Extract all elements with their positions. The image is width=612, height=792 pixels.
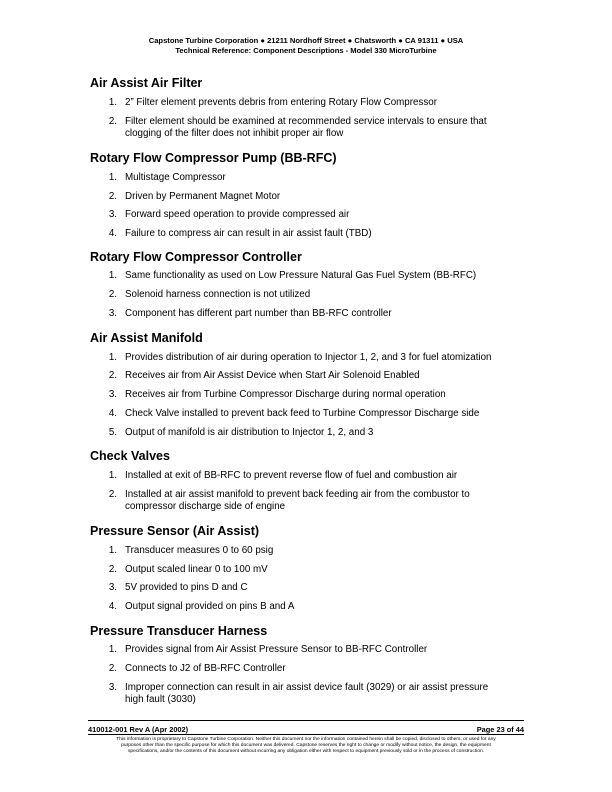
item-number: 2. (108, 116, 117, 127)
header-reference-line: Technical Reference: Component Descriptions - Model 330 MicroTurbine (175, 46, 437, 55)
item-text: Output signal provided on pins B and A (125, 601, 295, 612)
item-number: 1. (108, 644, 117, 655)
item-number: 1. (108, 97, 117, 108)
footer-divider (88, 720, 524, 721)
disclaimer-line: This information is proprietary to Capstone Turbine Corporation. Neither this document nor the information contained herein shall be copied, disclosed to others, or used for any (116, 737, 496, 742)
section-title-rotary-flow-compressor-controller: Rotary Flow Compressor Controller (90, 250, 302, 264)
item-number: 2. (108, 191, 117, 202)
section-title-pressure-transducer-harness: Pressure Transducer Harness (90, 624, 268, 638)
item-number: 4. (108, 228, 117, 239)
item-text: Receives air from Air Assist Device when Start Air Solenoid Enabled (125, 370, 420, 381)
item-text: high fault (3030) (125, 694, 196, 705)
item-number: 1. (108, 470, 117, 481)
item-number: 1. (108, 172, 117, 183)
item-text: Same functionality as used on Low Pressure Natural Gas Fuel System (BB-RFC) (125, 270, 477, 281)
item-text: Installed at air assist manifold to prevent back feeding air from the combustor to (125, 489, 470, 500)
header-company-line: Capstone Turbine Corporation ● 21211 Nordhoff Street ● Chatsworth ● CA 91311 ● USA (148, 36, 464, 45)
item-text: Output of manifold is air distribution to Injector 1, 2, and 3 (125, 427, 374, 438)
footer-page-number: Page 23 of 44 (476, 725, 524, 734)
item-text: Multistage Compressor (125, 172, 226, 183)
item-text: Provides signal from Air Assist Pressure Sensor to BB-RFC Controller (125, 644, 428, 655)
item-text: 2” Filter element prevents debris from entering Rotary Flow Compressor (125, 97, 437, 108)
item-text: Provides distribution of air during operation to Injector 1, 2, and 3 for fuel atomization (125, 352, 492, 363)
item-text: Check Valve installed to prevent back feed to Turbine Compressor Discharge side (125, 408, 480, 419)
item-number: 2. (108, 289, 117, 300)
item-number: 3. (108, 389, 117, 400)
item-number: 4. (108, 601, 117, 612)
item-text: Output scaled linear 0 to 100 mV (125, 564, 268, 575)
item-text: Component has different part number than BB-RFC controller (125, 308, 392, 319)
item-text: Solenoid harness connection is not utilized (125, 289, 311, 300)
item-text: clogging of the filter does not inhibit proper air flow (125, 128, 344, 139)
section-title-air-assist-manifold: Air Assist Manifold (90, 331, 203, 345)
item-number: 2. (108, 564, 117, 575)
item-text: Connects to J2 of BB-RFC Controller (125, 663, 286, 674)
disclaimer-line: purposes other than the specific purpose for which this document was delivered. Capstone reserves the right to change or modify without notice, the design, the equipment (121, 743, 491, 748)
item-number: 1. (108, 270, 117, 281)
footer-doc-number: 410012-001 Rev A (Apr 2002) (88, 725, 189, 734)
item-text: Improper connection can result in air assist device fault (3029) or air assist pressure (125, 682, 489, 693)
item-text: 5V provided to pins D and C (125, 582, 248, 593)
section-title-rotary-flow-compressor-pump: Rotary Flow Compressor Pump (BB-RFC) (90, 151, 337, 165)
section-title-check-valves: Check Valves (90, 449, 170, 463)
item-number: 3. (108, 209, 117, 220)
item-number: 3. (108, 582, 117, 593)
section-title-pressure-sensor: Pressure Sensor (Air Assist) (90, 524, 260, 538)
footer-divider-lower (88, 734, 524, 735)
section-title-air-assist-air-filter: Air Assist Air Filter (90, 76, 203, 90)
item-text: Installed at exit of BB-RFC to prevent reverse flow of fuel and combustion air (125, 470, 458, 481)
item-number: 1. (108, 352, 117, 363)
item-number: 2. (108, 370, 117, 381)
item-number: 3. (108, 682, 117, 693)
item-text: Forward speed operation to provide compressed air (125, 209, 350, 220)
item-number: 3. (108, 308, 117, 319)
item-text: Receives air from Turbine Compressor Discharge during normal operation (125, 389, 446, 400)
footer-disclaimer (88, 737, 524, 755)
item-number: 4. (108, 408, 117, 419)
item-text: Driven by Permanent Magnet Motor (125, 191, 281, 202)
item-text: Transducer measures 0 to 60 psig (125, 545, 274, 556)
disclaimer-line: specifications, and/or the contents of this document without incurring any obligation either with respect to equipment previously sold or in the process of construction. (127, 749, 485, 754)
item-number: 5. (108, 427, 117, 438)
item-number: 1. (108, 545, 117, 556)
item-text: compressor discharge side of engine (125, 501, 286, 512)
item-text: Filter element should be examined at recommended service intervals to ensure that (125, 116, 487, 127)
item-number: 2. (108, 663, 117, 674)
item-number: 2. (108, 489, 117, 500)
item-text: Failure to compress air can result in air assist fault (TBD) (125, 228, 372, 239)
